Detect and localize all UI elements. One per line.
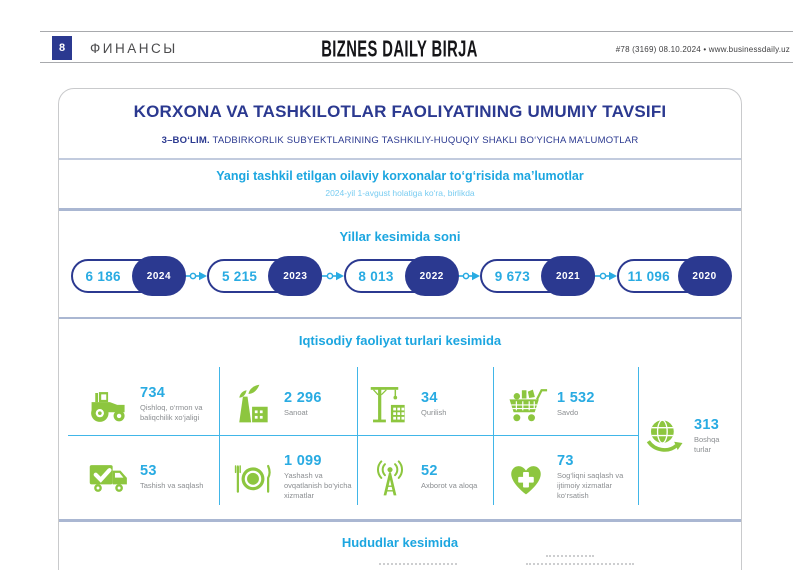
year-badge: 2024 bbox=[132, 256, 186, 296]
health-heart-icon bbox=[504, 455, 548, 499]
activity-value: 2 296 bbox=[284, 390, 322, 407]
year-pill-2020 bbox=[617, 259, 731, 293]
cart-icon bbox=[504, 382, 548, 426]
activity-item-agriculture bbox=[87, 373, 217, 435]
activity-value: 34 bbox=[421, 390, 438, 407]
activity-value: 52 bbox=[421, 463, 438, 480]
activity-value: 313 bbox=[694, 417, 720, 434]
years-section-title: Yillar kesimida soni bbox=[339, 229, 461, 244]
section-name: ФИНАНСЫ bbox=[90, 41, 178, 56]
activity-label: Yashash va ovqatlanish bo‘yicha xizmatlar bbox=[284, 471, 352, 500]
year-badge: 2022 bbox=[405, 256, 459, 296]
section-divider bbox=[59, 158, 741, 160]
activity-item-construction bbox=[368, 373, 491, 435]
activity-label: Savdo bbox=[557, 408, 579, 418]
grid-divider bbox=[219, 367, 220, 505]
header-bottom-rule bbox=[40, 62, 793, 63]
year-pill-2021 bbox=[480, 259, 594, 293]
subtitle-section-number: 3–BO‘LIM. bbox=[161, 135, 210, 146]
year-pill-2024 bbox=[71, 259, 185, 293]
infographic-subtitle bbox=[59, 135, 741, 146]
activity-label: Sanoat bbox=[284, 408, 308, 418]
activity-label: Qishloq, o‘rmon va baliqchilik xo‘jaligi bbox=[140, 403, 203, 422]
activity-item-transport bbox=[87, 446, 217, 508]
header-top-rule bbox=[40, 31, 793, 32]
infographic-title: KORXONA VA TASHKILOTLAR FAOLIYATINING UMUMIY TAVSIFI bbox=[133, 102, 667, 121]
activity-value: 734 bbox=[140, 385, 166, 402]
grid-divider bbox=[68, 435, 638, 436]
activity-item-health bbox=[504, 446, 636, 508]
year-badge: 2023 bbox=[268, 256, 322, 296]
year-value: 6 186 bbox=[85, 268, 121, 284]
year-value: 8 013 bbox=[358, 268, 394, 284]
arrow-right-icon bbox=[185, 270, 207, 282]
year-pill-2022 bbox=[344, 259, 458, 293]
dining-icon bbox=[231, 455, 275, 499]
activity-value: 53 bbox=[140, 463, 157, 480]
infographic-card bbox=[58, 88, 742, 570]
activity-item-industry bbox=[231, 373, 355, 435]
activity-label: Sog‘liqni saqlash va ijtimoiy xizmatlar ko‘rsatish bbox=[557, 471, 624, 500]
activity-label: Axborot va aloqa bbox=[421, 481, 478, 491]
regions-section-title: Hududlar kesimida bbox=[341, 535, 459, 550]
truck-icon bbox=[87, 455, 131, 499]
grid-divider bbox=[493, 367, 494, 505]
map-dots bbox=[526, 563, 634, 565]
arrow-right-icon bbox=[322, 270, 344, 282]
year-badge: 2021 bbox=[541, 256, 595, 296]
map-dots bbox=[379, 563, 457, 565]
activity-value: 1 532 bbox=[557, 390, 595, 407]
arrow-right-icon bbox=[458, 270, 480, 282]
factory-icon bbox=[231, 382, 275, 426]
arrow-right-icon bbox=[595, 270, 617, 282]
activity-label: Qurilish bbox=[421, 408, 447, 418]
year-pill-2023 bbox=[207, 259, 321, 293]
antenna-icon bbox=[368, 455, 412, 499]
activity-value: 73 bbox=[557, 453, 574, 470]
issue-info: #78 (3169) 08.10.2024 • www.businessdaily.uz bbox=[615, 45, 790, 54]
activity-item-accommodation bbox=[231, 446, 355, 508]
section-divider bbox=[59, 208, 741, 211]
year-value: 11 096 bbox=[627, 268, 670, 284]
crane-icon bbox=[368, 382, 412, 426]
masthead-title: BIZNES DAILY BIRJA bbox=[321, 36, 479, 62]
map-dots bbox=[546, 555, 594, 557]
tractor-icon bbox=[87, 382, 131, 426]
activity-label: Tashish va saqlash bbox=[140, 481, 204, 491]
family-enterprises-note: 2024-yil 1-avgust holatiga ko‘ra, birlikda bbox=[325, 188, 475, 198]
activity-label: Boshqa turlar bbox=[694, 435, 720, 454]
year-value: 5 215 bbox=[221, 268, 258, 284]
globe-arrow-icon bbox=[644, 415, 686, 457]
page-number: 8 bbox=[52, 36, 72, 60]
years-row bbox=[71, 256, 731, 296]
activity-item-trade bbox=[504, 373, 636, 435]
activity-item-information bbox=[368, 446, 491, 508]
activity-item-other bbox=[644, 409, 740, 463]
grid-divider bbox=[357, 367, 358, 505]
activity-value: 1 099 bbox=[284, 453, 322, 470]
activity-section-title: Iqtisodiy faoliyat turlari kesimida bbox=[298, 333, 502, 348]
family-enterprises-title: Yangi tashkil etilgan oilaviy korxonalar to‘g‘risida ma’lumotlar bbox=[216, 169, 584, 183]
year-value: 9 673 bbox=[494, 268, 531, 284]
grid-divider bbox=[638, 367, 639, 505]
subtitle-text: TADBIRKORLIK SUBYEKTLARINING TASHKILIY-HUQUQIY SHAKLI BO‘YICHA MA’LUMOTLAR bbox=[209, 135, 639, 146]
section-divider bbox=[59, 317, 741, 319]
year-badge: 2020 bbox=[678, 256, 732, 296]
section-divider bbox=[59, 519, 741, 522]
